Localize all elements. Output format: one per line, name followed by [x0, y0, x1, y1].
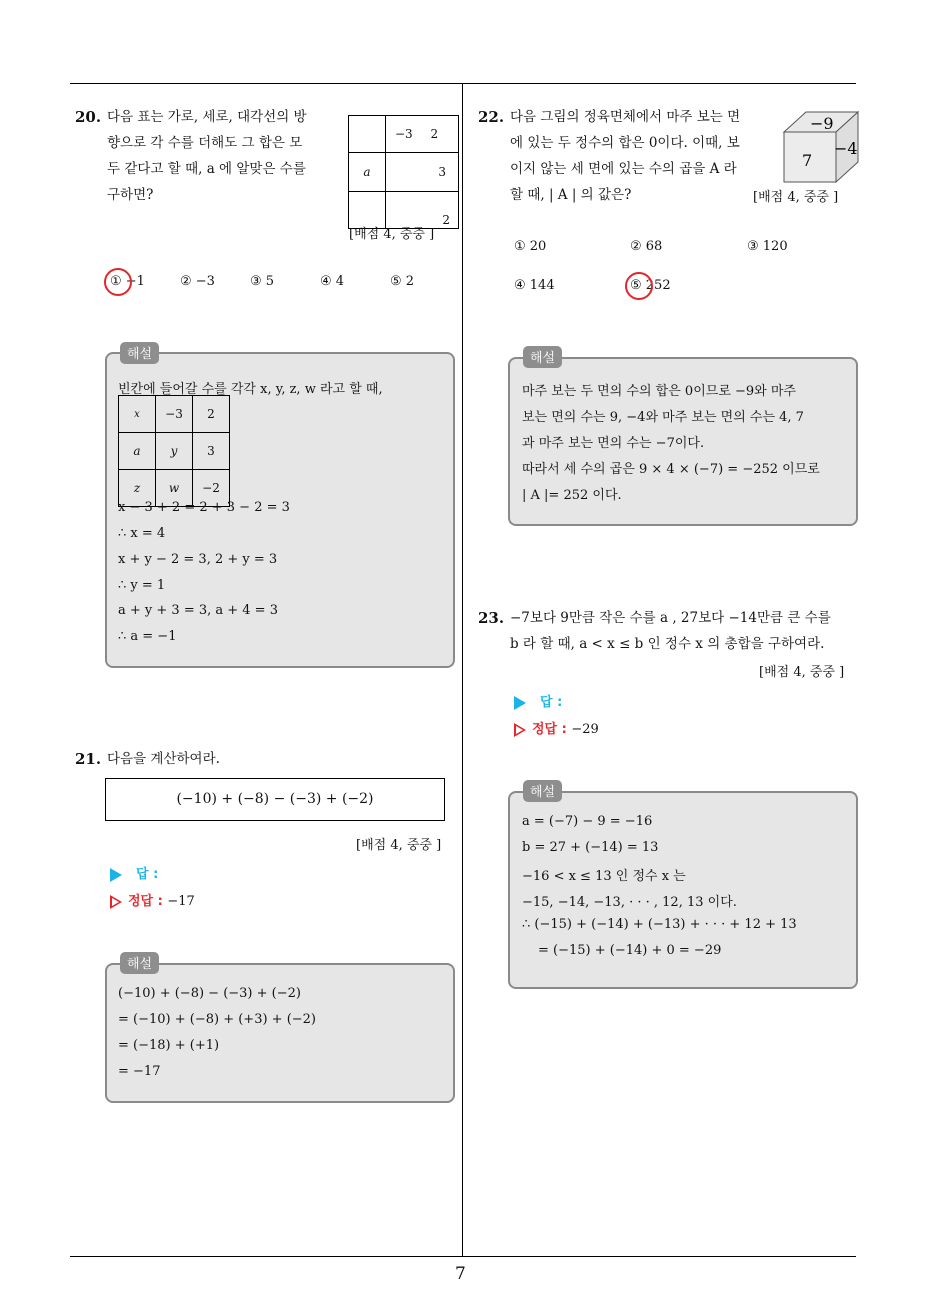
q22-score: [배점 4, 중중 ] [753, 190, 839, 205]
q23-expl-line: −16 < x ≤ 13 인 정수 x 는 [522, 869, 686, 884]
q23-text [510, 605, 860, 657]
grid-cell: 3 [386, 153, 459, 192]
q22-text-line: 다음 그림의 정육면체에서 마주 보는 면 [510, 109, 741, 125]
grid-cell: a [119, 433, 156, 470]
choice-5[interactable]: ⑤ 2 [390, 274, 415, 289]
choice-4[interactable]: ④ 144 [514, 278, 555, 293]
q22-explanation-tag: 해설 [523, 346, 562, 368]
q22-text-line: 이지 않는 세 면에 있는 수의 곱을 A 라 [510, 161, 737, 177]
q22-number: 22. [478, 108, 505, 126]
q23-score: [배점 4, 중중 ] [759, 665, 845, 680]
q21-expl-line: = (−18) + (+1) [118, 1038, 220, 1053]
grid-cell: y [156, 433, 193, 470]
q21-answer-row [110, 863, 158, 882]
choice-1[interactable]: ① −1 [110, 274, 145, 289]
grid-cell: w [156, 470, 193, 507]
top-rule [70, 83, 856, 84]
q23-text-line: −7보다 9만큼 작은 수를 a , 27보다 −14만큼 큰 수를 [510, 610, 831, 626]
grid-cell-value: 2 [430, 127, 439, 141]
choice-3[interactable]: ③ 120 [747, 239, 788, 254]
q21-correct-label: 정답 : [128, 894, 163, 909]
q22-text-line: 할 때, | A | 의 값은? [510, 187, 632, 203]
choice-2[interactable]: ② 68 [630, 239, 663, 254]
grid-cell: a [349, 153, 386, 192]
column-divider [462, 83, 463, 1257]
q20-expl-line: a + y + 3 = 3, a + 4 = 3 [118, 603, 278, 618]
q23-answer-row [514, 691, 562, 710]
choice-2[interactable]: ② −3 [180, 274, 215, 289]
q21-correct-value: −17 [167, 894, 195, 909]
q20-expl-intro: 빈칸에 들어갈 수를 각각 x, y, z, w 라고 할 때, [118, 382, 383, 397]
q22-expl-line: 보는 면의 수는 9, −4와 마주 보는 면의 수는 4, 7 [522, 410, 804, 425]
q23-expl-line: b = 27 + (−14) = 13 [522, 840, 659, 855]
q23-text-line: b 라 할 때, a < x ≤ b 인 정수 x 의 총합을 구하여라. [510, 636, 825, 652]
q21-correct-row [110, 890, 195, 909]
choice-4[interactable]: ④ 4 [320, 274, 345, 289]
q21-answer-label: 답 : [136, 867, 159, 882]
q23-correct-label: 정답 : [532, 722, 567, 737]
grid-cell-value: −3 [395, 127, 413, 141]
grid-cell: −3 [156, 396, 193, 433]
q20-text-line: 향으로 각 수를 더해도 그 합은 모 [107, 135, 303, 151]
q20-text-line: 구하면? [107, 187, 154, 203]
q20-magic-grid [348, 115, 459, 229]
choice-5[interactable]: ⑤ 252 [630, 278, 671, 293]
q21-number: 21. [75, 750, 102, 768]
q20-number: 20. [75, 108, 102, 126]
cube-top-value: −9 [810, 114, 834, 133]
grid-cell: 2 [386, 192, 459, 229]
q20-text-line: 두 같다고 할 때, a 에 알맞은 수를 [107, 161, 306, 177]
q20-text-line: 다음 표는 가로, 세로, 대각선의 방 [107, 109, 307, 125]
q23-expl-line: a = (−7) − 9 = −16 [522, 814, 653, 829]
q23-expl-line: ∴ (−15) + (−14) + (−13) + · · · + 12 + 13 [522, 917, 797, 932]
q20-explanation-tag: 해설 [120, 342, 159, 364]
q21-explanation-box [105, 963, 455, 1103]
q21-score: [배점 4, 중중 ] [356, 838, 442, 853]
q21-expl-line: = −17 [118, 1064, 161, 1079]
q23-explanation-tag: 해설 [523, 780, 562, 802]
q23-correct-value: −29 [571, 722, 599, 737]
answer-circle-mark [104, 268, 132, 296]
cube-front-value: 7 [802, 151, 813, 170]
grid-cell [349, 116, 386, 153]
cube-diagram [782, 110, 862, 186]
q20-expl-line: x − 3 + 2 = 2 + 3 − 2 = 3 [118, 500, 290, 515]
q22-text [510, 104, 780, 208]
q21-expression-box [105, 778, 445, 821]
q20-expl-grid [118, 395, 230, 507]
q22-expl-line: 마주 보는 두 면의 수의 합은 0이므로 −9와 마주 [522, 384, 796, 399]
play-triangle-icon [110, 868, 122, 882]
outline-triangle-icon [110, 895, 122, 909]
q21-expl-line: (−10) + (−8) − (−3) + (−2) [118, 986, 301, 1001]
choice-3[interactable]: ③ 5 [250, 274, 275, 289]
grid-cell: 3 [193, 433, 230, 470]
q20-expl-line: ∴ y = 1 [118, 578, 166, 593]
q22-expl-line: 과 마주 보는 면의 수는 −7이다. [522, 436, 705, 451]
q21-expression: (−10) + (−8) − (−3) + (−2) [176, 791, 374, 807]
q20-text [107, 104, 337, 208]
bottom-rule [70, 1256, 856, 1257]
q21-expl-line: = (−10) + (−8) + (+3) + (−2) [118, 1012, 316, 1027]
q22-expl-line: 따라서 세 수의 곱은 9 × 4 × (−7) = −252 이므로 [522, 462, 820, 477]
answer-circle-mark [625, 272, 653, 300]
q20-score: [배점 4, 중중 ] [349, 227, 435, 242]
grid-cell: 2 [193, 396, 230, 433]
q20-expl-line: ∴ x = 4 [118, 526, 166, 541]
q20-expl-line: ∴ a = −1 [118, 629, 177, 644]
choice-1[interactable]: ① 20 [514, 239, 547, 254]
page-number: 7 [455, 1264, 466, 1284]
grid-cell [386, 116, 459, 153]
outline-triangle-icon [514, 723, 526, 737]
q21-explanation-tag: 해설 [120, 952, 159, 974]
q22-text-line: 에 있는 두 정수의 합은 0이다. 이때, 보 [510, 135, 740, 151]
q23-number: 23. [478, 609, 505, 627]
q21-text: 다음을 계산하여라. [107, 751, 220, 767]
grid-cell: z [119, 470, 156, 507]
q23-correct-row [514, 718, 599, 737]
q23-answer-label: 답 : [540, 695, 563, 710]
q20-expl-line: x + y − 2 = 3, 2 + y = 3 [118, 552, 278, 567]
q23-expl-line: −15, −14, −13, · · · , 12, 13 이다. [522, 895, 737, 910]
q22-expl-line: | A |= 252 이다. [522, 488, 622, 503]
play-triangle-icon [514, 696, 526, 710]
cube-side-value: −4 [834, 139, 858, 158]
q23-expl-line: = (−15) + (−14) + 0 = −29 [538, 943, 722, 958]
grid-cell: x [119, 396, 156, 433]
grid-cell: −2 [193, 470, 230, 507]
